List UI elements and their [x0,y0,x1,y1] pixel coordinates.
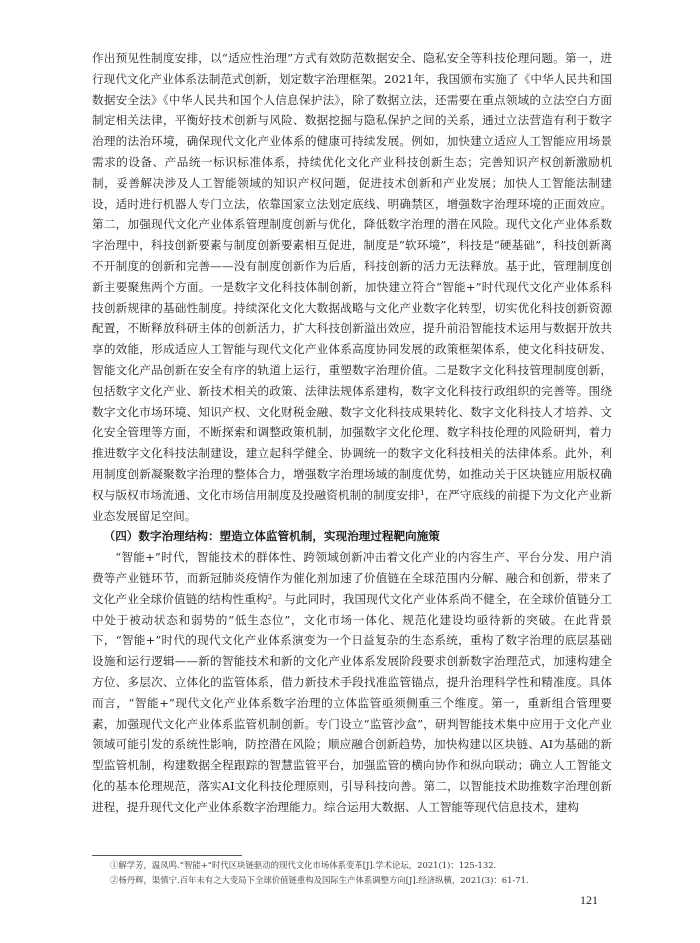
body-paragraph: 作出预见性制度安排，以“适应性治理”方式有效防范数据安全、隐私安全等科技伦理问题。第一，进行现代文化产业体系法制范式创新，划定数字治理框架。2021年，我国颁布实施了《中华人民共和国数据安全法》《中华人民共和国个人信息保护法》，除了数据立法，还需要在重点领域的立法空白方面制定相关法律，平衡好技术创新与风险、数据挖掘与隐私保护之间的关系，通过立法营造有利于数字治理的法治环境，确保现代文化产业体系的健康可持续发展。例如，加快建立适应人工智能应用场景需求的设备、产品统一标识标准体系，持续优化文化产业科技创新生态；完善知识产权创新激励机制，妥善解决涉及人工智能领域的知识产权问题，促进技术创新和产业发展；加快人工智能法制建设，适时进行机器人专门立法，依靠国家立法划定底线、明确禁区，增强数字治理环境的正面效应。第二，加强现代文化产业体系管理制度创新与优化，降低数字治理的潜在风险。现代文化产业体系数字治理中，科技创新要素与制度创新要素相互促进，制度是“软环境”，科技是“硬基础”，科技创新离不开制度的创新和完善——没有制度创新作为后盾，科技创新的活力无法释放。基于此，管理制度创新主要聚焦两个方面。一是数字文化科技体制创新，加快建立符合“智能+”时代现代文化产业体系科技创新规律的基础性制度。持续深化文化大数据战略与文化产业数字化转型，切实优化科技创新资源配置，不断释放科研主体的创新活力，扩大科技创新溢出效应，提升前沿智能技术运用与数据开放共享的效能，形成适应人工智能与现代文化产业体系高度协同发展的政策框架体系，使文化科技研发、智能文化产品创新在安全有序的轨道上运行，重塑数字治理价值。二是数字文化科技管理制度创新，包括数字文化产业、新技术相关的政策、法律法规体系建构，数字文化科技行政组织的完善等。围绕数字文化市场环境、知识产权、文化财税金融、数字文化科技成果转化、数字文化科技人才培养、文化安全管理等方面，不断探索和调整政策机制，加强数字文化伦理、数字科技伦理的风险研判，着力推进数字文化科技法制建设，建立起科学健全、协调统一的数字文化科技相关的法律体系。此外，利用制度创新凝聚数字治理的整体合力，增强数字治理场域的制度优势，如推动关于区块链应用版权确权与版权市场流通、文化市场信用制度及投融资机制的制度安排¹，在严守底线的前提下为文化产业新业态发展留足空间。 [92,51,612,523]
article-body [92,48,612,817]
footnote-1: ①解学芳，温凤鸣.“智能+”时代区块链驱动的现代文化市场体系变革[J].学术论坛，2021(1)：125-132. [110,860,497,870]
page-number: 121 [580,893,598,907]
section-heading: （四）数字治理结构：塑造立体监管机制，实现治理过程靶向施策 [103,529,440,544]
footnotes [92,858,612,888]
footnote-divider [92,855,242,856]
body-paragraph: “智能+”时代，智能技术的群体性、跨领域创新冲击着文化产业的内容生产、平台分发、用户消费等产业链环节，而新冠肺炎疫情作为催化剂加速了价值链在全球范围内分解、融合和创新，带来了文化产业全球价值链的结构性重构²。与此同时，我国现代文化产业体系尚不健全，在全球价值链分工中处于被动状态和弱势的“低生态位”，文化市场一体化、规范化建设均亟待新的突破。在此背景下，“智能+”时代的现代文化产业体系演变为一个日益复杂的生态系统，重构了数字治理的底层基础设施和运行逻辑——新的智能技术和新的文化产业体系发展阶段要求创新数字治理范式，加速构建全方位、多层次、立体化的监管体系，借力新技术手段找准监管锚点，提升治理科学性和精准度。具体而言，“智能+”现代文化产业体系数字治理的立体监管亟须侧重三个维度。第一，重新组合管理要素，加强现代文化产业体系监管机制创新。专门设立“监管沙盒”，研判智能技术集中应用于文化产业领域可能引发的系统性影响，防控潜在风险；顺应融合创新趋势，加快构建以区块链、AI为基础的新型监管机制，构建数据全程跟踪的智慧监管平台，加强监管的横向协作和纵向联动；确立人工智能文化的基本伦理规范，落实AI文化科技伦理原则，引导科技向善。第二，以智能技术助推数字治理创新进程，提升现代文化产业体系数字治理能力。综合运用大数据、人工智能等现代信息技术，建构 [92,550,612,814]
footnote-2: ②杨丹辉，渠慎宁.百年未有之大变局下全球价值链重构及国际生产体系调整方向[J].经济纵横，2021(3)：61-71. [110,875,529,885]
